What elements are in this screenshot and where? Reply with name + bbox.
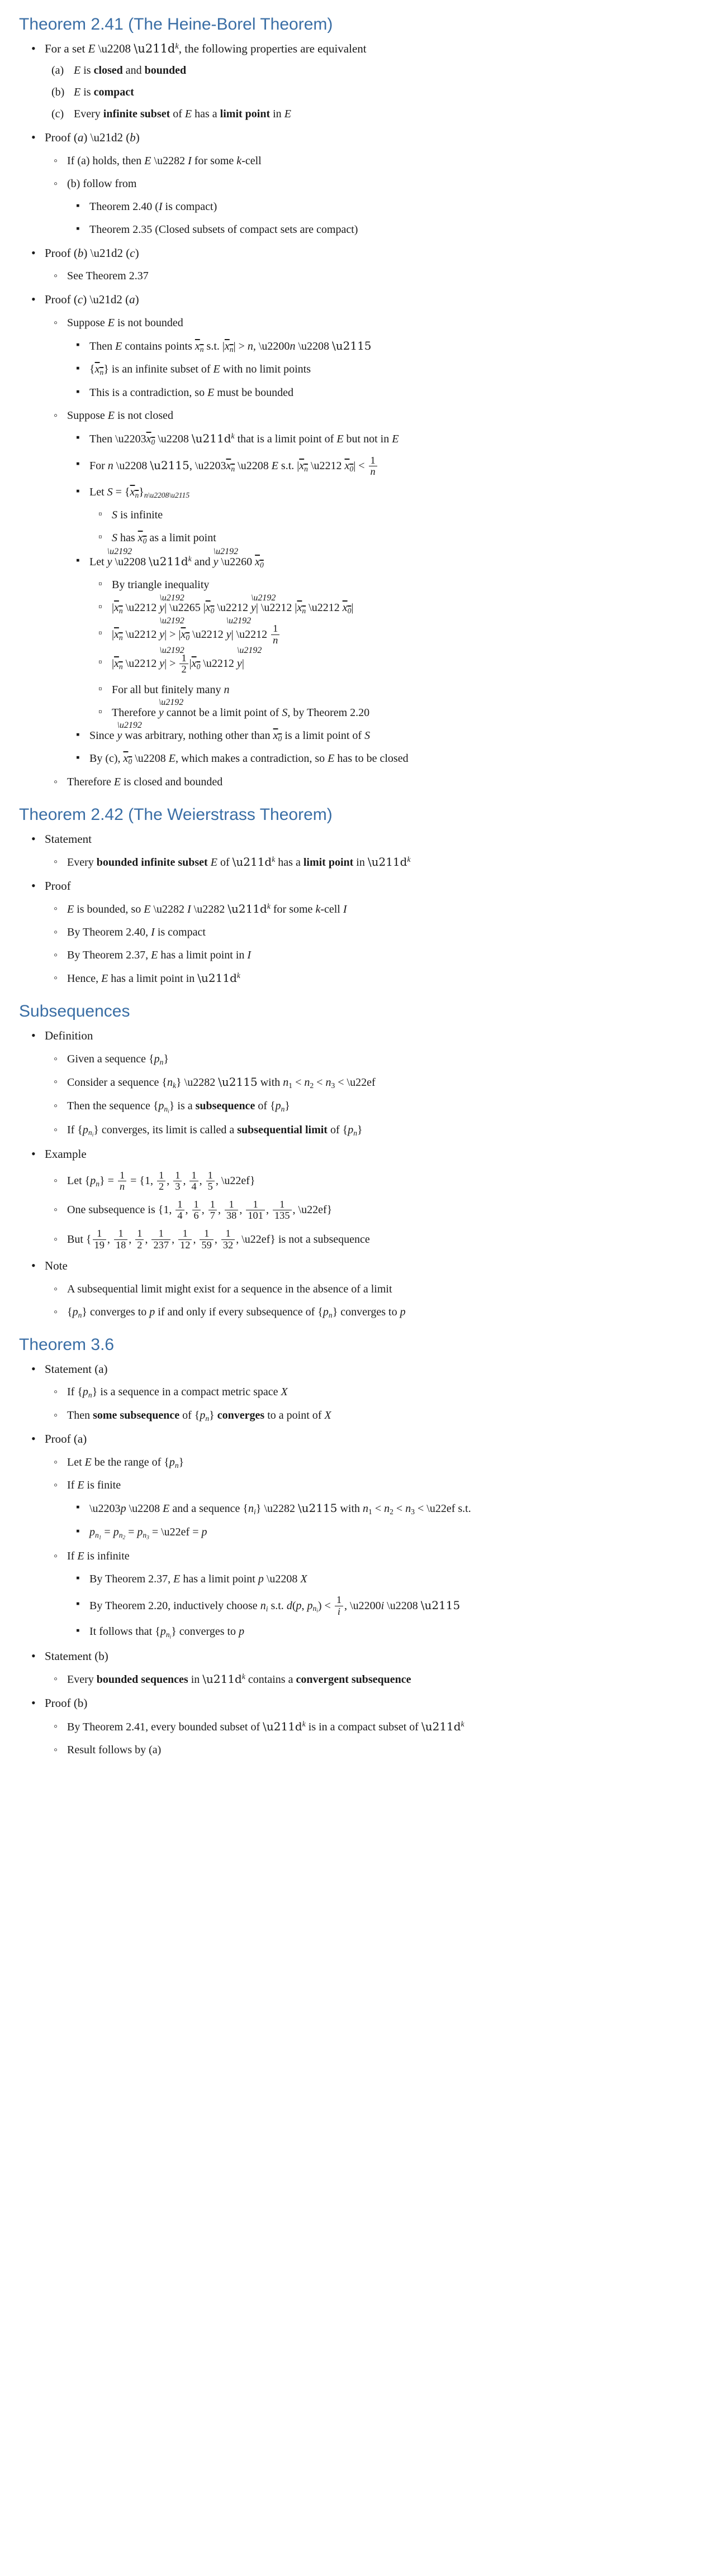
list-item (89, 530, 680, 547)
list-item (45, 901, 680, 918)
outline-level-2 (45, 1454, 680, 1641)
list-item (19, 1257, 680, 1320)
outline-level-2 (45, 1051, 680, 1139)
list-item (67, 222, 680, 238)
list-item (45, 176, 680, 238)
item-text: But { $\frac{1}{19}$ , $\frac{1}{18}$ , $\frac{1}{2}$ , $\frac{1}{237}$ , $\frac{1}{12}$ , $\frac{1}{59}$ , $\frac{1}{32}$ , \u22ef} is not a subsequence (67, 1228, 370, 1251)
outline-level-2 (45, 854, 680, 871)
outline-level-2 (45, 1384, 680, 1424)
item-text: Every bounded infinite subset E of $\backslash u211d^k$ has a limit point in $\backslash u211d^k$ (67, 855, 411, 869)
outline-level-3 (67, 199, 680, 238)
item-text: (b) follow from (67, 177, 137, 190)
item-text: Proof (a) (45, 1432, 87, 1446)
item-text: Hence, E has a limit point in $\backslash u211d^k$ (67, 971, 240, 985)
list-item (45, 774, 680, 790)
item-text: By Theorem 2.20, inductively choose $n_i$ s.t. d(p, $p_{n_i}$) < $\frac{1}{i}$ , \u2200i \u2208 \u2115 (89, 1594, 461, 1617)
item-text: Given a sequence $\{p_n\}$ (67, 1052, 169, 1066)
list-item (45, 970, 680, 987)
section-heading-subsequences: Subsequences (19, 1002, 130, 1021)
item-text: By triangle inequality (112, 579, 210, 591)
list-item (19, 877, 680, 987)
outline-level-2 (45, 1281, 680, 1321)
list-item (67, 338, 680, 355)
list-item (67, 1624, 680, 1641)
list-item (67, 751, 680, 767)
item-text: A subsequential limit might exist for a sequence in the absence of a limit (67, 1282, 392, 1295)
item-text: Definition (45, 1029, 93, 1043)
list-item (45, 315, 680, 401)
list-marker: (b) (51, 86, 65, 99)
list-item (45, 854, 680, 871)
list-item (67, 454, 680, 477)
item-text: $\{p_n\}$ converges to p if and only if every subsequence of $\{p_n\}$ converges to p (67, 1305, 406, 1319)
item-text: $|x_n$ \u2212 y \u2192 | > $|x_0$ \u2212 y \u2192 | \u2212 $\frac{1}{n}$ (112, 628, 281, 641)
item-text: $|x_n$ \u2212 y \u2192 | > $\frac{1}{2}$ $|x_0$ \u2212 y \u2192 | (112, 645, 262, 675)
item-text: One subsequence is {1, $\frac{1}{4}$ , $\frac{1}{6}$ , $\frac{1}{7}$ , $\frac{1}{38}$ , $\frac{1}{101}$ , $\frac{1}{135}$ , \u22ef} (67, 1199, 333, 1222)
list-item (67, 385, 680, 401)
outline-level-3 (67, 431, 680, 767)
list-item (45, 1304, 680, 1321)
list-item (19, 245, 680, 284)
item-text: For n \u2208 \u2115, $\backslash u2203x_n$ \u2208 E s.t. $|x_n$ \u2212 $x_0|$ < $\frac{1}{n}$ (89, 460, 378, 472)
list-item (89, 507, 680, 523)
item-text: Let y \u2192 \u2208 $\backslash u211d^k$ and y \u2192 \u2260 $x_0$ (89, 547, 264, 569)
list-item (45, 1548, 680, 1641)
list-item (45, 1122, 680, 1139)
outline-level-2 (45, 153, 680, 238)
item-text: Then $\backslash u2203x_0$ \u2208 $\backslash u211d^k$ that is a limit point of E but not in E (89, 431, 399, 446)
list-item (45, 1408, 680, 1424)
item-text: Proof (c) \u21d2 (a) (45, 293, 139, 307)
list-item (89, 616, 680, 646)
list-item (45, 153, 680, 169)
list-item (45, 268, 680, 284)
item-text: Proof (b) \u21d2 (c) (45, 246, 139, 260)
item-text: Statement (45, 832, 92, 846)
item-text: Consider a sequence $\{n_k\}$ \u2282 \u2115 with $n_1 < n_2 < n_3$ < \u22ef (67, 1075, 376, 1090)
list-item (45, 1074, 680, 1091)
item-text: Therefore y \u2192 cannot be a limit point of S, by Theorem 2.20 (112, 698, 370, 719)
outline-level-2 (45, 315, 680, 790)
list-item (67, 721, 680, 745)
list-item (19, 1361, 680, 1424)
list-item (19, 129, 680, 237)
list-item (67, 547, 680, 721)
item-text: Since y \u2192 was arbitrary, nothing other than $x_0$ is a limit point of S (89, 721, 371, 743)
item-text: E is bounded, so E \u2282 I \u2282 $\backslash u211d^k$ for some k-cell I (67, 902, 347, 916)
list-item (19, 1648, 680, 1688)
item-text: $|x_n$ \u2212 y \u2192 | \u2265 $|x_0$ \u2212 y \u2192 | \u2212 $|x_n$ \u2212 $x_0|$ (112, 593, 354, 615)
item-text: E is compact (74, 86, 134, 99)
list-item (19, 291, 680, 790)
list-item (45, 1170, 680, 1192)
outline-level-2 (45, 268, 680, 284)
section-heading-thm241: Theorem 2.41 (The Heine-Borel Theorem) (19, 15, 333, 34)
list-item (45, 924, 680, 941)
item-text: By Theorem 2.37, E has a limit point p \u2208 X (89, 1572, 307, 1585)
list-item (67, 1594, 680, 1617)
outline-level-2 (45, 1170, 680, 1251)
list-item (45, 106, 680, 122)
outline-level-3 (67, 338, 680, 401)
list-item (45, 1742, 680, 1758)
outline-level-4 (89, 507, 680, 547)
item-text: Result follows by (a) (67, 1743, 162, 1756)
item-text: Then some subsequence of $\{p_n\}$ converges to a point of X (67, 1409, 331, 1423)
section-heading-thm36: Theorem 3.6 (19, 1335, 115, 1354)
list-item (45, 84, 680, 101)
item-text: \u2203p \u2208 E and a sequence $\{n_i\}$ \u2282 \u2115 with $n_1 < n_2 < n_3$ < \u22ef s.t. (89, 1501, 471, 1516)
item-text: By Theorem 2.37, E has a limit point in I (67, 949, 252, 962)
outline-level-2 (45, 1671, 680, 1688)
list-item (19, 1027, 680, 1139)
list-item (45, 408, 680, 767)
list-item (67, 484, 680, 547)
item-text: For all but finitely many n (112, 683, 230, 696)
section-heading-thm242: Theorem 2.42 (The Weierstrass Theorem) (19, 805, 333, 824)
list-item (67, 1524, 680, 1542)
item-text: If $\{p_{n_i}\}$ converges, its limit is called a subsequential limit of $\{p_n\}$ (67, 1123, 363, 1138)
list-item (89, 645, 680, 675)
list-item (67, 1571, 680, 1587)
list-item (19, 1430, 680, 1640)
lettered-list (45, 63, 680, 122)
item-text: If $\{p_n\}$ is a sequence in a compact metric space X (67, 1386, 288, 1400)
list-item (67, 1500, 680, 1518)
item-text: By Theorem 2.41, every bounded subset of $\backslash u211d^k$ is in a compact subset of $\backslash u211d^k$ (67, 1719, 464, 1733)
outline-level-4 (89, 577, 680, 721)
list-item (19, 40, 680, 122)
list-item (45, 1384, 680, 1401)
item-text: Let $S = \{x_n\}_{n\backslash u2208\backslash u2115}$ (89, 485, 190, 499)
item-text: Proof (45, 879, 71, 893)
list-item (67, 361, 680, 378)
outline-level-1 (19, 1027, 680, 1320)
item-text: Suppose E is not bounded (67, 316, 183, 329)
list-item (45, 1719, 680, 1735)
list-item (45, 1454, 680, 1471)
list-item (89, 698, 680, 721)
item-text: Proof (a) \u21d2 (b) (45, 131, 140, 145)
item-text: Note (45, 1259, 68, 1273)
list-item (45, 1477, 680, 1541)
list-item (19, 1146, 680, 1251)
item-text: It follows that $\{p_{n_i}\}$ converges to p (89, 1625, 245, 1640)
item-text: By (c), $x_0$ \u2208 E, which makes a contradiction, so E has to be closed (89, 752, 409, 766)
list-item (19, 1695, 680, 1758)
item-text: Every bounded sequences in $\backslash u211d^k$ contains a convergent subsequence (67, 1672, 411, 1686)
item-text: This is a contradiction, so E must be bounded (89, 386, 293, 399)
item-text: Then the sequence $\{p_{n_i}\}$ is a subsequence of $\{p_n\}$ (67, 1099, 290, 1114)
list-item (45, 947, 680, 963)
outline-level-3 (67, 1500, 680, 1541)
list-item (19, 831, 680, 871)
item-text: Suppose E is not closed (67, 409, 174, 422)
list-item (45, 63, 680, 79)
item-text: See Theorem 2.37 (67, 270, 149, 283)
item-text: Let E be the range of $\{p_n\}$ (67, 1456, 184, 1470)
outline-level-2 (45, 1719, 680, 1758)
item-text: Theorem 2.40 (I is compact) (89, 200, 217, 213)
outline-level-2 (45, 901, 680, 987)
item-text: Let $\{p_n\}$ = $\frac{1}{n}$ = {1, $\frac{1}{2}$ , $\frac{1}{3}$ , $\frac{1}{4}$ , $\frac{1}{5}$ , \u22ef} (67, 1169, 255, 1192)
item-text: E is closed and bounded (74, 64, 187, 77)
list-item (45, 1281, 680, 1297)
item-text: Theorem 2.35 (Closed subsets of compact sets are compact) (89, 223, 358, 236)
list-item (89, 682, 680, 698)
item-text: $\{x_n\}$ is an infinite subset of E with no limit points (89, 363, 311, 377)
item-text: S has $x_0$ as a limit point (112, 532, 216, 545)
outline-level-1 (19, 831, 680, 988)
item-text: For a set E \u2208 $\backslash u211d^k$, the following properties are equivalent (45, 41, 367, 55)
outline-level-1 (19, 1361, 680, 1758)
item-text: Proof (b) (45, 1696, 88, 1710)
list-item (45, 1098, 680, 1115)
list-item (67, 431, 680, 448)
list-marker: (c) (51, 108, 64, 121)
item-text: If E is infinite (67, 1549, 130, 1562)
list-item (45, 1671, 680, 1688)
list-item (45, 1051, 680, 1068)
item-text: $p_{n_1} = p_{n_2} = p_{n_3}$ = \u22ef = p (89, 1525, 207, 1540)
outline-level-3 (67, 1571, 680, 1641)
list-item (45, 1199, 680, 1221)
item-text: S is infinite (112, 509, 163, 522)
item-text: Example (45, 1147, 87, 1161)
item-text: Therefore E is closed and bounded (67, 775, 223, 788)
item-text: Statement (a) (45, 1362, 108, 1376)
item-text: Statement (b) (45, 1649, 108, 1663)
item-text: If E is finite (67, 1479, 121, 1492)
item-text: By Theorem 2.40, I is compact (67, 926, 206, 939)
list-item (89, 577, 680, 593)
item-text: Every infinite subset of E has a limit point in E (74, 108, 291, 121)
list-item (89, 593, 680, 617)
item-text: Then E contains points $x_n$ s.t. $|x_n| > n$, \u2200n \u2208 \u2115 (89, 338, 372, 354)
list-marker: (a) (51, 64, 64, 77)
item-text: If (a) holds, then E \u2282 I for some k-cell (67, 154, 262, 167)
outline-level-1 (19, 40, 680, 790)
list-item (45, 1228, 680, 1251)
list-item (67, 199, 680, 215)
